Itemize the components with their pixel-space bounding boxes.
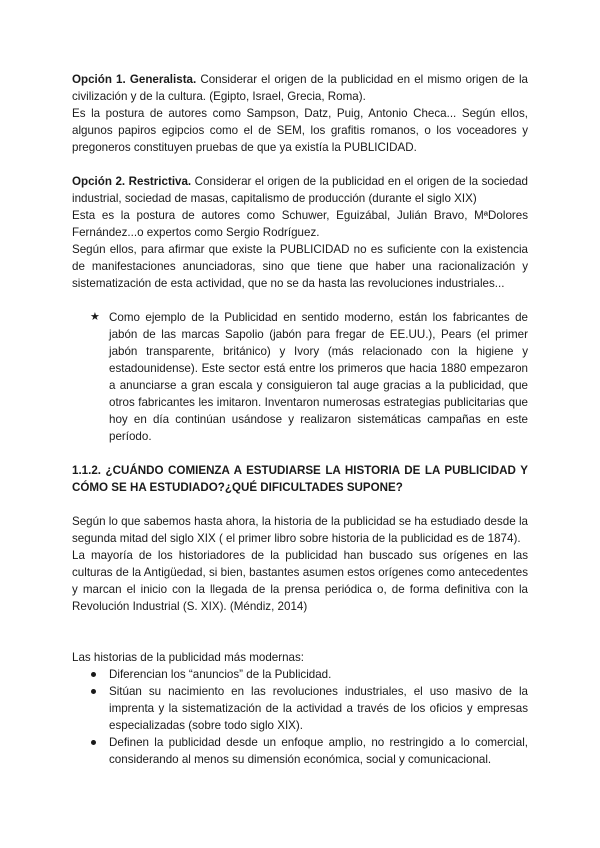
option1-paragraph [72,71,528,105]
option1-text: Considerar el origen de la publicidad en el mismo origen de la civilización y de la cultura. (Egipto, Israel, Grecia, Roma). [72,73,529,103]
list-item [72,683,528,734]
document-body [72,71,528,768]
option1-detail: Es la postura de autores como Sampson, Datz, Puig, Antonio Checa... Según ellos, algunos papiros egipcios como el de SEM, los grafitis romanos, o los voceadores y pregoneros constituyen pruebas de que ya existía la PUBLICIDAD. [72,107,528,154]
list-intro: Las historias de la publicidad más modernas: [72,651,304,664]
section-paragraph-1: Según lo que sabemos hasta ahora, la historia de la publicidad se ha estudiado desde la segunda mitad del siglo XIX ( el primer libro sobre historia de la publicidad es de 1874). [72,515,528,545]
option2-authors: Esta es la postura de autores como Schuwer, Eguizábal, Julián Bravo, MªDolores Fernández...o expertos como Sergio Rodríguez. [72,209,528,239]
bullet-dot-icon [91,740,96,745]
list-item [72,734,528,768]
section-paragraph-2: La mayoría de los historiadores de la publicidad han buscado sus orígenes en las culturas de la Antigüedad, si bien, bastantes asumen estos orígenes como antecedentes y marcan el inicio con la llegada de la prensa periódica o, de forma definitiva con la Revolución Industrial (S. XIX). (Méndiz, 2014) [72,549,528,613]
bullet-dot-icon [91,672,96,677]
example-list [72,309,528,445]
example-item [72,309,528,445]
option2-detail: Según ellos, para afirmar que existe la PUBLICIDAD no es suficiente con la existencia de manifestaciones anunciadoras, sino que tiene que haber una racionalización y sistematización de esta actividad, que no se da hasta las revoluciones industriales... [72,243,528,290]
bullet-dot-icon [91,689,96,694]
option2-paragraph [72,173,528,207]
list-item-text: Definen la publicidad desde un enfoque amplio, no restringido a lo comercial, considerando al menos su dimensión económica, social y comunicacional. [109,736,528,766]
option1-label: Opción 1. Generalista. [72,73,197,86]
option2-label: Opción 2. Restrictiva. [72,175,192,188]
list-item-text: Diferencian los “anuncios” de la Publicidad. [109,668,332,681]
example-text: Como ejemplo de la Publicidad en sentido moderno, están los fabricantes de jabón de las marcas Sapolio (jabón para fregar de EE.UU.), Pears (el primer jabón transparente, británico) y Ivory (más relacionado con la higiene y estadounidense). Este sector está entre los primeros que hacia 1880 empezaron a anunciarse a gran escala y consiguieron tal auge gracias a la publicidad, que otros fabricantes les imitaron. Inventaron numerosas estrategias publicitarias que hoy en día continúan usándose y realizaron sistemáticas campañas en este período. [109,311,528,443]
list-item-text: Sitúan su nacimiento en las revoluciones industriales, el uso masivo de la imprenta y la sistematización de la actividad a través de los oficios y empresas especializadas (sobre todo siglo XIX). [109,685,528,732]
star-bullet-icon: ★ [90,311,100,323]
history-bullet-list [72,666,528,768]
section-heading: 1.1.2. ¿CUÁNDO COMIENZA A ESTUDIARSE LA HISTORIA DE LA PUBLICIDAD Y CÓMO SE HA ESTUDIADO?¿QUÉ DIFICULTADES SUPONE? [72,464,528,494]
option2-text: Considerar el origen de la publicidad en el origen de la sociedad industrial, sociedad de masas, capitalismo de producción (durante el siglo XIX) [72,175,528,205]
list-item [72,666,528,683]
